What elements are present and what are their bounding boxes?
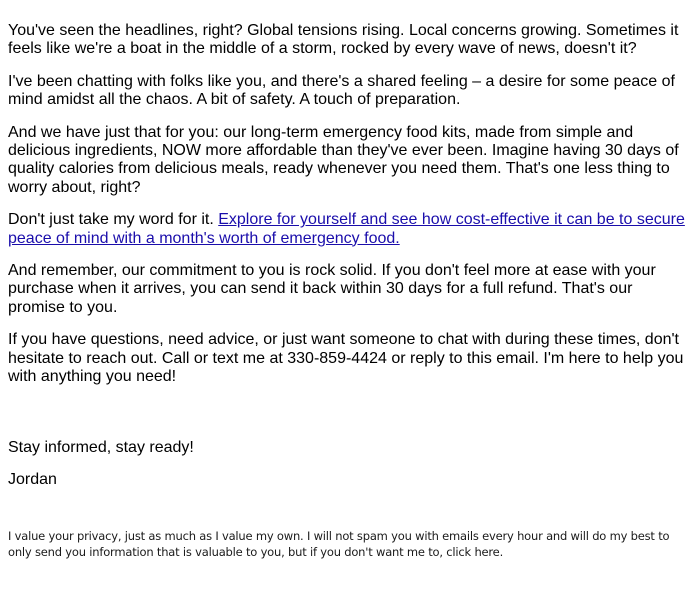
privacy-trailing-period: . [499,544,504,559]
paragraph-shared-feeling: I've been chatting with folks like you, and there's a shared feeling – a desire for some peace of mind amidst all the chaos. A bit of safety. A touch of preparation. [8,72,675,109]
paragraph-headlines: You've seen the headlines, right? Global tensions rising. Local concerns growing. Sometimes it feels like we're a boat in the middle of a storm, rocked by every wave of news, doesn't it? [8,22,679,58]
unsubscribe-link[interactable]: click here [446,544,500,559]
email-body [8,22,692,503]
signature-name: Jordan [8,470,57,488]
paragraph-contact: If you have questions, need advice, or just want someone to chat with during these times, don't hesitate to reach out. Call or text me at 330-859-4424 or reply to this email. I'm here to help you with anything you need! [8,331,684,386]
privacy-text: I value your privacy, just as much as I value my own. I will not spam you with emails every hour and will do my best to only send you information that is valuable to you, but if you don't want me to, [8,529,670,559]
paragraph-guarantee: And remember, our commitment to you is rock solid. If you don't feel more at ease with your purchase when it arrives, you can send it back within 30 days for a full refund. That's our promise to you. [8,262,656,316]
privacy-footer [8,529,692,560]
explore-offer-link[interactable]: Explore for yourself and see how cost-effective it can be to secure peace of mind with a month's worth of emergency food. [8,211,685,247]
signoff-line: Stay informed, stay ready! [8,438,194,456]
signoff-spacer [8,401,692,439]
paragraph-food-kits: And we have just that for you: our long-term emergency food kits, made from simple and delicious ingredients, NOW more affordable than they've ever been. Imagine having 30 days of quality calories from delicious meals, ready whenever you need them. That's one less thing to worry about, right? [8,123,679,196]
paragraph-explore [8,211,692,248]
explore-intro-text: Don't just take my word for it. [8,211,219,229]
